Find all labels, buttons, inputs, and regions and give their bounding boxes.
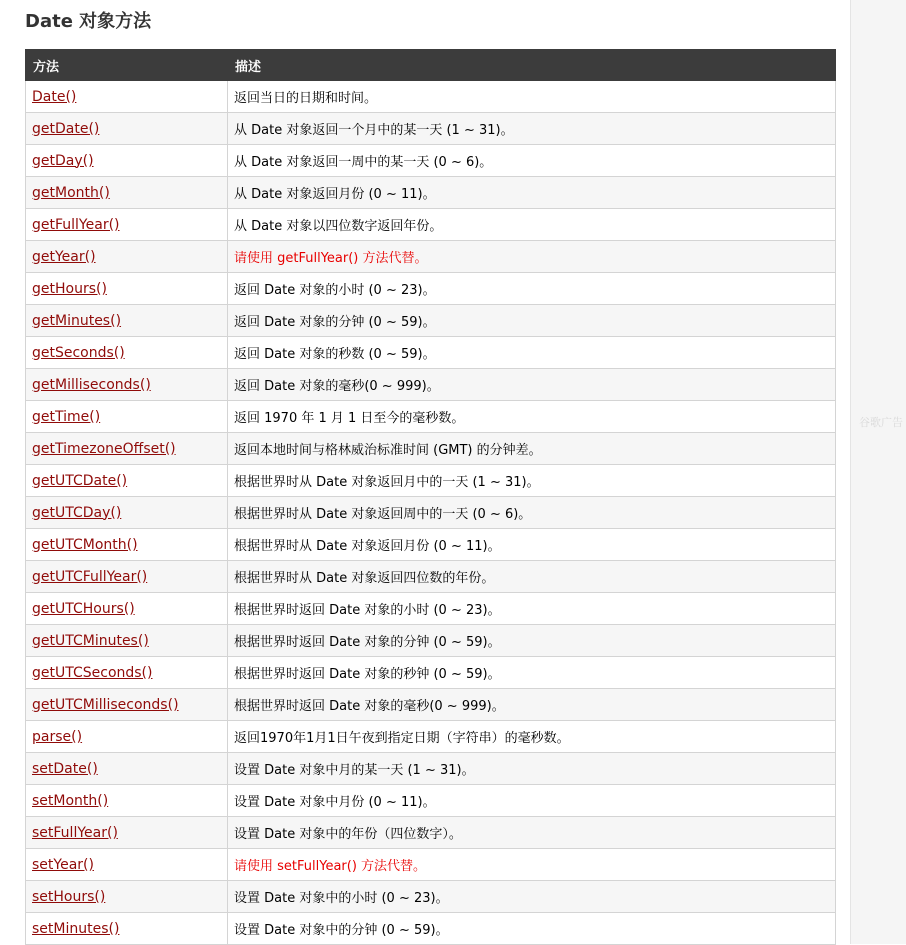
method-description: 返回 1970 年 1 月 1 日至今的毫秒数。 [228,401,836,433]
method-link[interactable]: getTimezoneOffset() [32,440,176,457]
method-description: 从 Date 对象以四位数字返回年份。 [228,209,836,241]
table-row [26,177,836,209]
method-cell [26,625,228,657]
method-cell [26,657,228,689]
table-row [26,753,836,785]
method-cell [26,817,228,849]
method-description: 返回 Date 对象的秒数 (0 ~ 59)。 [228,337,836,369]
method-description: 返回1970年1月1日午夜到指定日期（字符串）的毫秒数。 [228,721,836,753]
table-row [26,913,836,945]
method-description: 根据世界时从 Date 对象返回月份 (0 ~ 11)。 [228,529,836,561]
table-row [26,689,836,721]
table-row [26,433,836,465]
method-link[interactable]: getUTCMonth() [32,536,138,553]
method-description: 根据世界时返回 Date 对象的毫秒(0 ~ 999)。 [228,689,836,721]
method-link[interactable]: getFullYear() [32,216,120,233]
method-cell [26,145,228,177]
method-link[interactable]: getTime() [32,408,101,425]
method-cell [26,241,228,273]
method-link[interactable]: Date() [32,88,77,105]
method-cell [26,881,228,913]
method-link[interactable]: getMinutes() [32,312,122,329]
table-row [26,881,836,913]
method-description: 从 Date 对象返回一周中的某一天 (0 ~ 6)。 [228,145,836,177]
method-cell [26,81,228,113]
method-description: 从 Date 对象返回一个月中的某一天 (1 ~ 31)。 [228,113,836,145]
table-row [26,369,836,401]
method-description: 设置 Date 对象中的年份（四位数字）。 [228,817,836,849]
method-description: 请使用 getFullYear() 方法代替。 [228,241,836,273]
method-description: 设置 Date 对象中月的某一天 (1 ~ 31)。 [228,753,836,785]
header-method: 方法 [26,50,228,81]
method-cell [26,593,228,625]
method-link[interactable]: setYear() [32,856,94,873]
table-row [26,273,836,305]
method-cell [26,721,228,753]
page-title: Date 对象方法 [25,11,152,32]
method-link[interactable]: getUTCMilliseconds() [32,696,179,713]
method-link[interactable]: getUTCMinutes() [32,632,149,649]
table-row [26,465,836,497]
method-cell [26,849,228,881]
method-description: 根据世界时返回 Date 对象的秒钟 (0 ~ 59)。 [228,657,836,689]
method-link[interactable]: getHours() [32,280,107,297]
method-cell [26,369,228,401]
table-row [26,497,836,529]
method-link[interactable]: setDate() [32,760,98,777]
method-link[interactable]: getDate() [32,120,100,137]
method-cell [26,273,228,305]
method-link[interactable]: getUTCHours() [32,600,135,617]
table-row [26,529,836,561]
method-link[interactable]: getDay() [32,152,94,169]
method-link[interactable]: setMinutes() [32,920,120,937]
method-link[interactable]: setFullYear() [32,824,118,841]
table-row [26,305,836,337]
table-row [26,593,836,625]
method-link[interactable]: setMonth() [32,792,109,809]
method-description: 根据世界时从 Date 对象返回月中的一天 (1 ~ 31)。 [228,465,836,497]
method-description: 根据世界时返回 Date 对象的小时 (0 ~ 23)。 [228,593,836,625]
table-row [26,401,836,433]
right-sidebar [850,0,906,944]
table-row [26,209,836,241]
method-cell [26,785,228,817]
method-link[interactable]: setHours() [32,888,106,905]
method-cell [26,433,228,465]
method-cell [26,337,228,369]
method-description: 设置 Date 对象中月份 (0 ~ 11)。 [228,785,836,817]
method-cell [26,305,228,337]
table-row [26,241,836,273]
method-description: 设置 Date 对象中的小时 (0 ~ 23)。 [228,881,836,913]
table-row [26,785,836,817]
method-description: 根据世界时返回 Date 对象的分钟 (0 ~ 59)。 [228,625,836,657]
method-cell [26,113,228,145]
method-link[interactable]: getMilliseconds() [32,376,151,393]
method-link[interactable]: getUTCDate() [32,472,128,489]
method-description: 根据世界时从 Date 对象返回四位数的年份。 [228,561,836,593]
method-description: 请使用 setFullYear() 方法代替。 [228,849,836,881]
method-description: 返回 Date 对象的毫秒(0 ~ 999)。 [228,369,836,401]
method-cell [26,753,228,785]
table-row [26,561,836,593]
table-row [26,81,836,113]
method-link[interactable]: getYear() [32,248,96,265]
method-description: 从 Date 对象返回月份 (0 ~ 11)。 [228,177,836,209]
table-row [26,113,836,145]
method-description: 返回 Date 对象的分钟 (0 ~ 59)。 [228,305,836,337]
table-row [26,849,836,881]
date-methods-table [25,49,836,945]
method-cell [26,465,228,497]
method-link[interactable]: getUTCFullYear() [32,568,148,585]
table-row [26,145,836,177]
method-cell [26,561,228,593]
method-cell [26,497,228,529]
method-link[interactable]: getUTCSeconds() [32,664,153,681]
table-row [26,657,836,689]
method-link[interactable]: parse() [32,728,83,745]
method-cell [26,913,228,945]
method-link[interactable]: getSeconds() [32,344,125,361]
header-description: 描述 [228,50,836,81]
method-cell [26,209,228,241]
method-description: 返回本地时间与格林威治标准时间 (GMT) 的分钟差。 [228,433,836,465]
method-description: 根据世界时从 Date 对象返回周中的一天 (0 ~ 6)。 [228,497,836,529]
table-row [26,721,836,753]
method-description: 设置 Date 对象中的分钟 (0 ~ 59)。 [228,913,836,945]
table-row [26,625,836,657]
method-cell [26,177,228,209]
method-description: 返回 Date 对象的小时 (0 ~ 23)。 [228,273,836,305]
ad-label: 谷歌广告 [859,416,903,429]
table-header-row [26,50,836,81]
method-description: 返回当日的日期和时间。 [228,81,836,113]
method-cell [26,689,228,721]
method-cell [26,401,228,433]
table-row [26,337,836,369]
method-cell [26,529,228,561]
table-row [26,817,836,849]
method-link[interactable]: getUTCDay() [32,504,122,521]
method-link[interactable]: getMonth() [32,184,110,201]
